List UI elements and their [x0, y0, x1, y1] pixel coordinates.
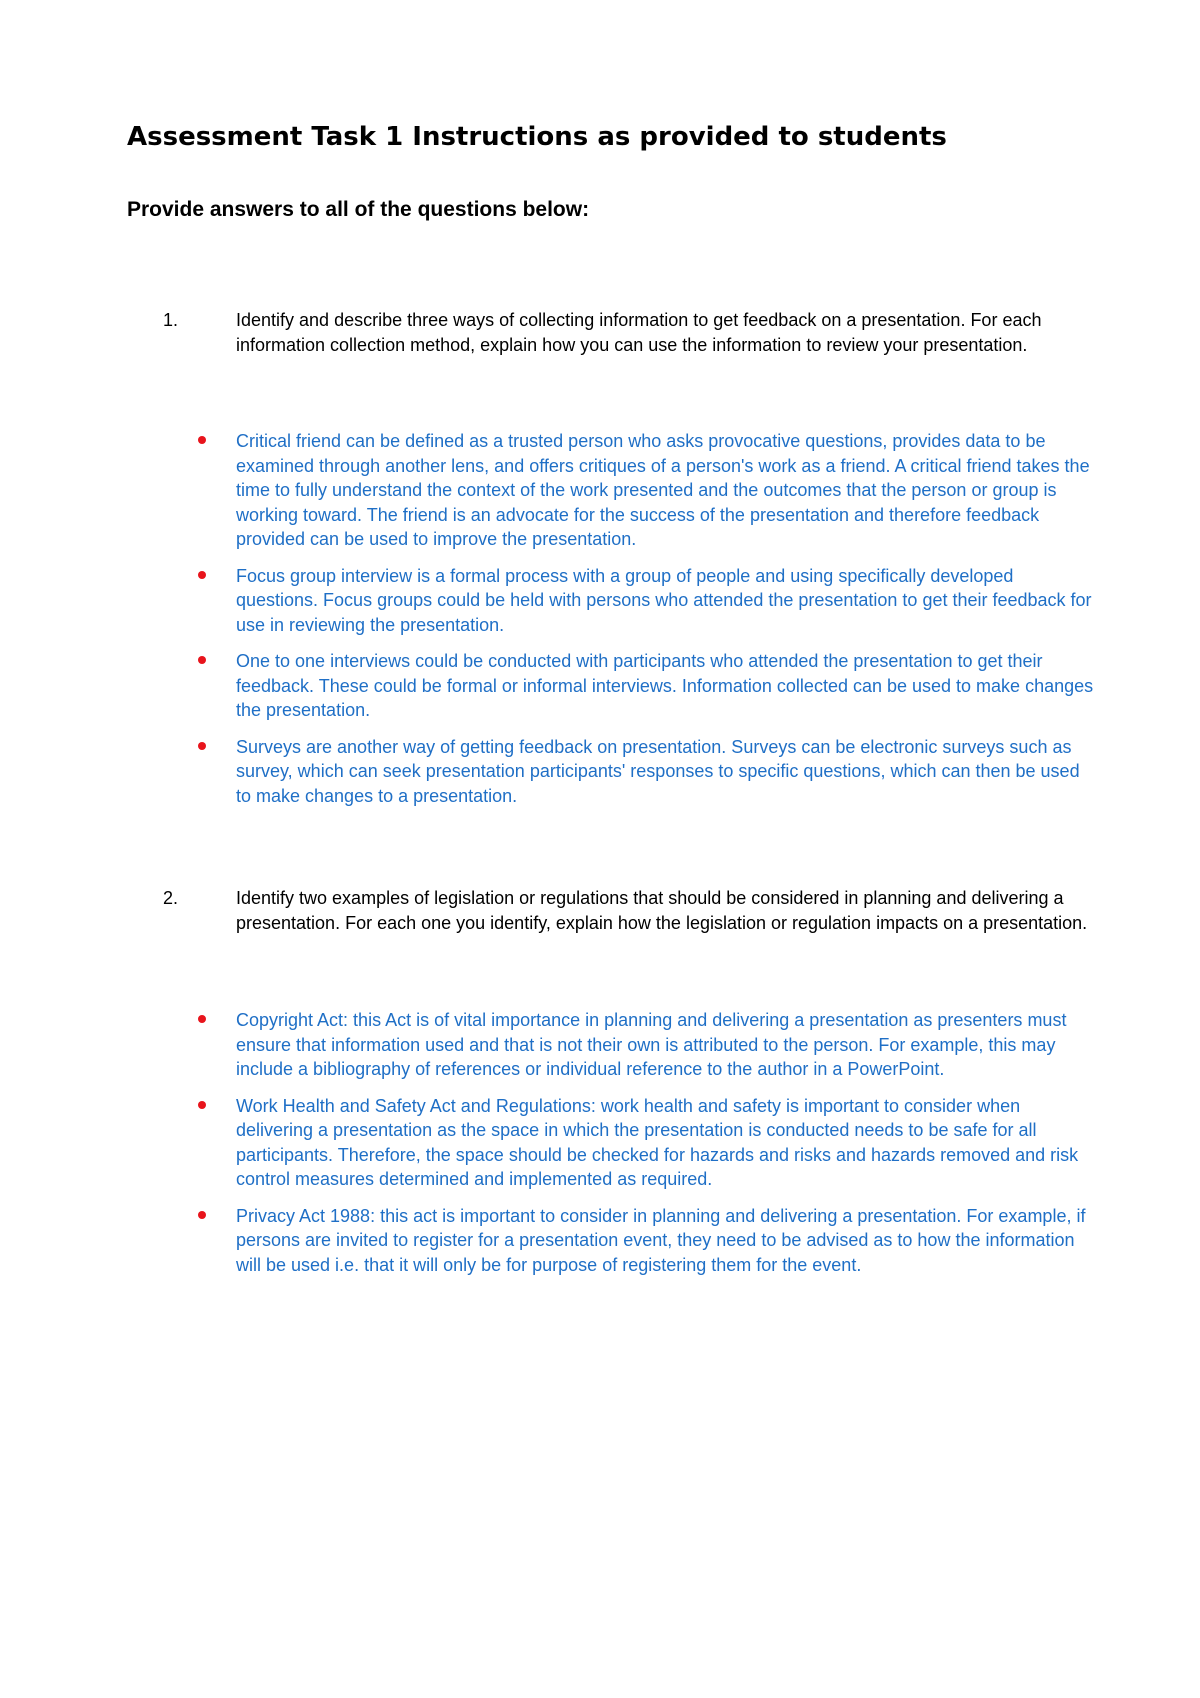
answer-text: Work Health and Safety Act and Regulations: work health and safety is important to consider when delivering a presentation as the space in which the presentation is conducted needs to be safe for all participants. Therefore, the space should be checked for hazards and risks and hazards removed and risk control measures determined and implemented as required. [236, 1095, 1079, 1189]
bullet-icon [198, 742, 206, 750]
answer-item [0, 735, 1200, 809]
bullet-icon [198, 656, 206, 664]
question-text: Identify two examples of legislation or regulations that should be considered in planning and delivering a presentation. For each one you identify, explain how the legislation or regulation impacts on a presentation. [236, 888, 1088, 933]
answer-text: Surveys are another way of getting feedback on presentation. Surveys can be electronic surveys such as survey, which can seek presentation participants' responses to specific questions, which can then be used to make changes to a presentation. [236, 736, 1080, 806]
answer-item [0, 1008, 1200, 1082]
document-title: Assessment Task 1 Instructions as provided to students [127, 122, 947, 152]
answer-item [0, 649, 1200, 723]
bullet-icon [198, 1101, 206, 1109]
answer-item [0, 429, 1200, 552]
answer-item [0, 1204, 1200, 1278]
bullet-icon [198, 436, 206, 444]
answer-text: Critical friend can be defined as a trusted person who asks provocative questions, provides data to be examined through another lens, and offers critiques of a person's work as a friend. A critical friend takes the time to fully understand the context of the work presented and the outcomes that the person or group is working toward. The friend is an advocate for the success of the presentation and therefore feedback provided can be used to improve the presentation. [236, 431, 1090, 549]
question-number: 2. [163, 888, 179, 908]
answer-item [0, 564, 1200, 638]
question-text: Identify and describe three ways of collecting information to get feedback on a presentation. For each information collection method, explain how you can use the information to review your presentation. [236, 310, 1042, 355]
answer-text: Focus group interview is a formal process with a group of people and using specifically developed questions. Focus groups could be held with persons who attended the presentation to get their feedback for use in reviewing the presentation. [236, 565, 1092, 635]
answer-text: Privacy Act 1988: this act is important to consider in planning and delivering a presentation. For example, if persons are invited to register for a presentation event, they need to be advised as to how the information will be used i.e. that it will only be for purpose of registering them for the event. [236, 1205, 1086, 1275]
document-subtitle: Provide answers to all of the questions below: [127, 198, 590, 221]
bullet-icon [198, 1211, 206, 1219]
answer-text: Copyright Act: this Act is of vital importance in planning and delivering a presentation as presenters must ensure that information used and that is not their own is attributed to the person. For example, this may include a bibliography of references or individual reference to the author in a PowerPoint. [236, 1010, 1067, 1079]
answer-list-2 [0, 1008, 1200, 1289]
answer-item [0, 1094, 1200, 1192]
bullet-icon [198, 1015, 206, 1023]
bullet-icon [198, 571, 206, 579]
question-number: 1. [163, 310, 179, 330]
answer-text: One to one interviews could be conducted with participants who attended the presentation to get their feedback. These could be formal or informal interviews. Information collected can be used to make changes the presentation. [236, 651, 1094, 720]
answer-list-1 [0, 429, 1200, 820]
